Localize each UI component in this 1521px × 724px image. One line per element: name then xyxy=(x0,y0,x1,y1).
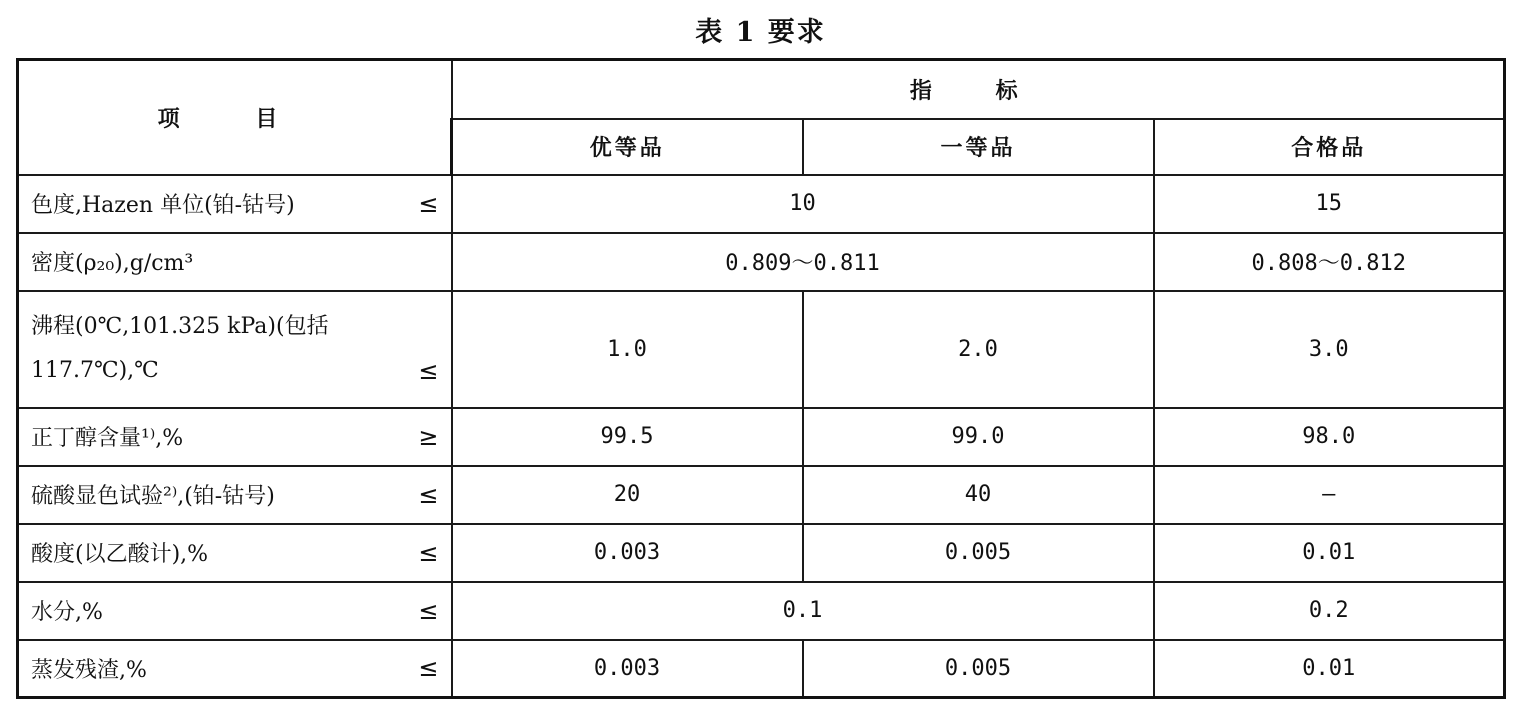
item-label: 密度(ρ₂₀),g/cm³ xyxy=(31,251,194,276)
value-cell: 10 xyxy=(452,175,1154,233)
item-label-line2: 117.7℃),℃ xyxy=(31,358,159,383)
value-cell: 0.809～0.811 xyxy=(452,233,1154,291)
table-row xyxy=(18,582,1505,640)
table-row xyxy=(18,524,1505,582)
value-cell: 2.0 xyxy=(803,291,1154,408)
header-index: 指 标 xyxy=(452,60,1505,119)
value-cell: 0.01 xyxy=(1154,640,1505,698)
value-cell: 1.0 xyxy=(452,291,803,408)
table-row xyxy=(18,408,1505,466)
item-label: 蒸发残渣,% xyxy=(31,657,147,683)
item-evaporation-residue xyxy=(18,640,452,698)
table-row xyxy=(18,291,1505,408)
limit-symbol: ≤ xyxy=(418,189,439,218)
value-cell: 0.003 xyxy=(452,640,803,698)
value-cell: 3.0 xyxy=(1154,291,1505,408)
item-boiling-range xyxy=(18,291,452,408)
value-cell: 0.005 xyxy=(803,524,1154,582)
value-cell: 0.01 xyxy=(1154,524,1505,582)
value-cell: 0.003 xyxy=(452,524,803,582)
limit-symbol: ≤ xyxy=(418,357,439,385)
item-label: 水分,% xyxy=(31,600,103,625)
value-cell: 40 xyxy=(803,466,1154,524)
item-label: 正丁醇含量¹⁾,% xyxy=(31,426,184,451)
grade-premium: 优等品 xyxy=(452,119,803,175)
value-cell: 0.005 xyxy=(803,640,1154,698)
limit-symbol: ≤ xyxy=(418,654,439,683)
limit-symbol: ≤ xyxy=(418,596,439,625)
table-row xyxy=(18,466,1505,524)
item-label-line1: 沸程(0℃,101.325 kPa)(包括 xyxy=(31,314,329,339)
item-acid-color-test xyxy=(18,466,452,524)
value-cell: 0.2 xyxy=(1154,582,1505,640)
value-cell: 99.5 xyxy=(452,408,803,466)
item-label: 硫酸显色试验²⁾,(铂-钴号) xyxy=(31,484,275,509)
item-label: 色度,Hazen 单位(铂-钴号) xyxy=(31,193,295,218)
value-cell: 99.0 xyxy=(803,408,1154,466)
grade-qualified: 合格品 xyxy=(1154,119,1505,175)
item-moisture xyxy=(18,582,452,640)
grade-first: 一等品 xyxy=(803,119,1154,175)
value-cell: 15 xyxy=(1154,175,1505,233)
value-cell: 0.1 xyxy=(452,582,1154,640)
requirements-table xyxy=(16,58,1506,699)
value-cell: 20 xyxy=(452,466,803,524)
item-label: 酸度(以乙酸计),% xyxy=(31,542,209,567)
header-item: 项 目 xyxy=(18,60,452,175)
table-title: 表 1 要求 xyxy=(695,17,826,48)
item-density xyxy=(18,233,452,291)
table-row xyxy=(18,233,1505,291)
limit-symbol: ≤ xyxy=(418,538,439,567)
limit-symbol: ≥ xyxy=(418,422,439,451)
value-cell: 0.808～0.812 xyxy=(1154,233,1505,291)
value-cell: — xyxy=(1154,466,1505,524)
header-row xyxy=(18,60,1505,119)
table-row xyxy=(18,175,1505,233)
item-butanol-content xyxy=(18,408,452,466)
table-row xyxy=(18,640,1505,698)
item-color xyxy=(18,175,452,233)
limit-symbol: ≤ xyxy=(418,480,439,509)
value-cell: 98.0 xyxy=(1154,408,1505,466)
item-acidity xyxy=(18,524,452,582)
